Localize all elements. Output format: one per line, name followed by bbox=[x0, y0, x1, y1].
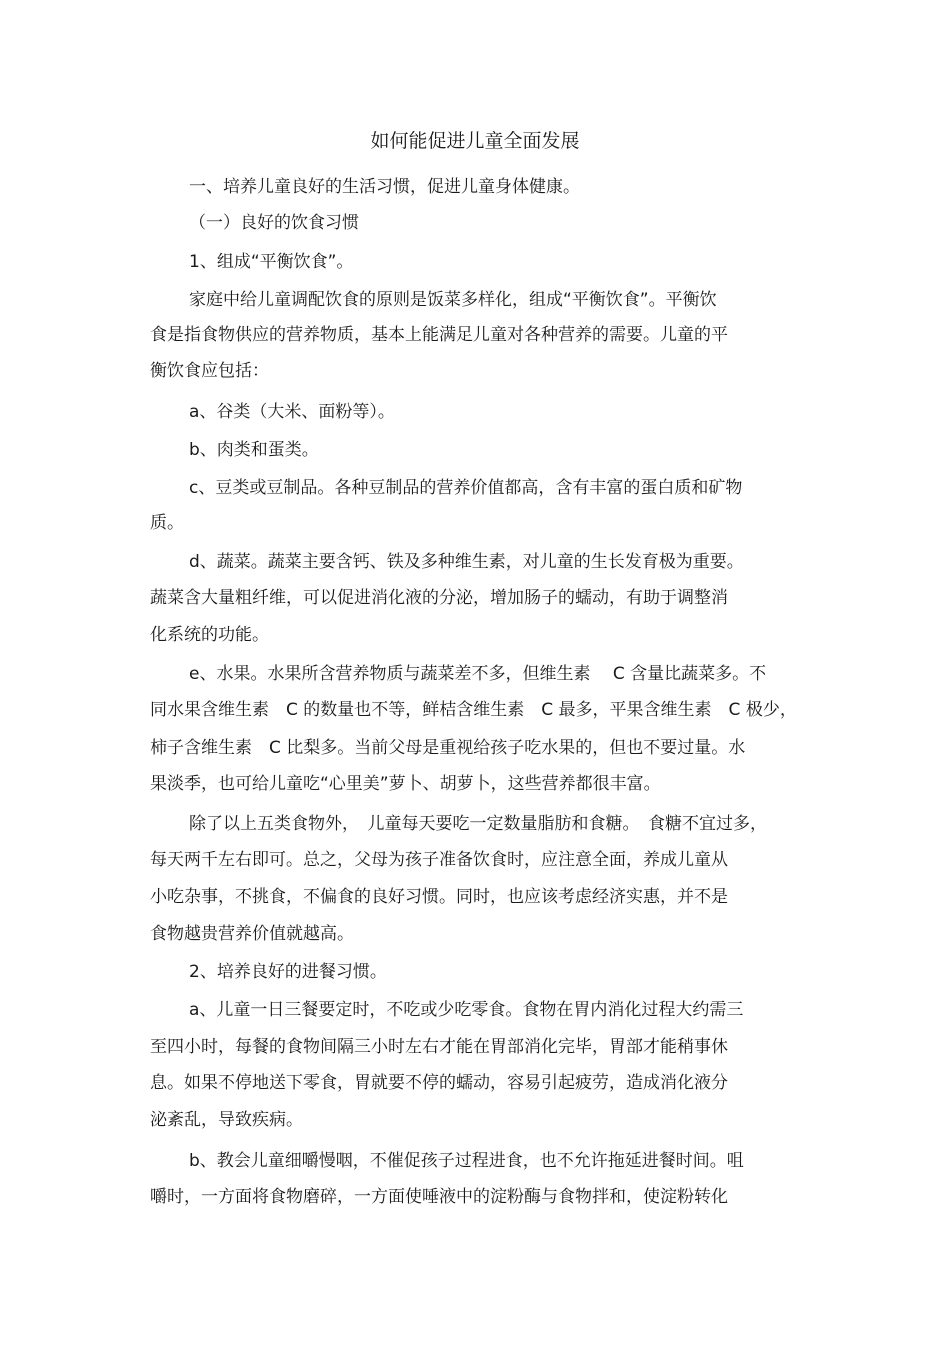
list-item: b、教会儿童细嚼慢咽，不催促孩子过程进食，也不允许拖延进餐时间。咀 bbox=[189, 1151, 744, 1171]
paragraph-line: 柿子含维生素 C 比梨多。当前父母是重视给孩子吃水果的，但也不要过量。水 bbox=[150, 738, 746, 758]
list-item: a、谷类（大米、面粉等）。 bbox=[189, 402, 395, 422]
paragraph-line: 嚼时，一方面将食物磨碎，一方面使唾液中的淀粉酶与食物拌和，使淀粉转化 bbox=[150, 1187, 728, 1207]
item-heading: 1、组成“平衡饮食”。 bbox=[189, 252, 354, 272]
list-item: c、豆类或豆制品。各种豆制品的营养价值都高，含有丰富的蛋白质和矿物 bbox=[189, 478, 743, 498]
paragraph-line: 除了以上五类食物外， 儿童每天要吃一定数量脂肪和食糖。 食糖不宜过多， bbox=[189, 814, 767, 834]
paragraph-line: 质。 bbox=[150, 513, 184, 533]
paragraph-line: 小吃杂事，不挑食，不偏食的良好习惯。同时，也应该考虑经济实惠，并不是 bbox=[150, 887, 728, 907]
list-item: a、儿童一日三餐要定时，不吃或少吃零食。食物在胃内消化过程大约需三 bbox=[189, 1000, 744, 1020]
paragraph-line: 衡饮食应包括： bbox=[150, 361, 269, 381]
list-item: b、肉类和蛋类。 bbox=[189, 440, 319, 460]
document-title: 如何能促进儿童全面发展 bbox=[370, 130, 580, 152]
paragraph-line: 每天两千左右即可。总之，父母为孩子准备饮食时，应注意全面，养成儿童从 bbox=[150, 850, 728, 870]
paragraph-line: 食物越贵营养价值就越高。 bbox=[150, 924, 354, 944]
paragraph-line: 息。如果不停地送下零食，胃就要不停的蠕动，容易引起疲劳，造成消化液分 bbox=[150, 1073, 728, 1093]
paragraph-line: 果淡季，也可给儿童吃“心里美”萝卜、胡萝卜，这些营养都很丰富。 bbox=[150, 774, 661, 794]
subsection-heading: （一）良好的饮食习惯 bbox=[189, 213, 359, 233]
section-heading: 一、培养儿童良好的生活习惯，促进儿童身体健康。 bbox=[189, 177, 580, 197]
paragraph-line: 同水果含维生素 C 的数量也不等，鲜桔含维生素 C 最多，平果含维生素 C 极少， bbox=[150, 700, 797, 720]
paragraph-line: 家庭中给儿童调配饮食的原则是饭菜多样化，组成“平衡饮食”。平衡饮 bbox=[189, 290, 717, 310]
paragraph-line: 化系统的功能。 bbox=[150, 625, 269, 645]
paragraph-line: 泌紊乱，导致疾病。 bbox=[150, 1110, 303, 1130]
paragraph-line: 蔬菜含大量粗纤维，可以促进消化液的分泌，增加肠子的蠕动，有助于调整消 bbox=[150, 588, 728, 608]
paragraph-line: 食是指食物供应的营养物质，基本上能满足儿童对各种营养的需要。儿童的平 bbox=[150, 325, 728, 345]
list-item: d、蔬菜。蔬菜主要含钙、铁及多种维生素，对儿童的生长发育极为重要。 bbox=[189, 552, 744, 572]
paragraph-line: 至四小时，每餐的食物间隔三小时左右才能在胃部消化完毕，胃部才能稍事休 bbox=[150, 1037, 728, 1057]
item-heading: 2、培养良好的进餐习惯。 bbox=[189, 962, 387, 982]
list-item: e、水果。水果所含营养物质与蔬菜差不多，但维生素 C 含量比蔬菜多。不 bbox=[189, 664, 767, 684]
